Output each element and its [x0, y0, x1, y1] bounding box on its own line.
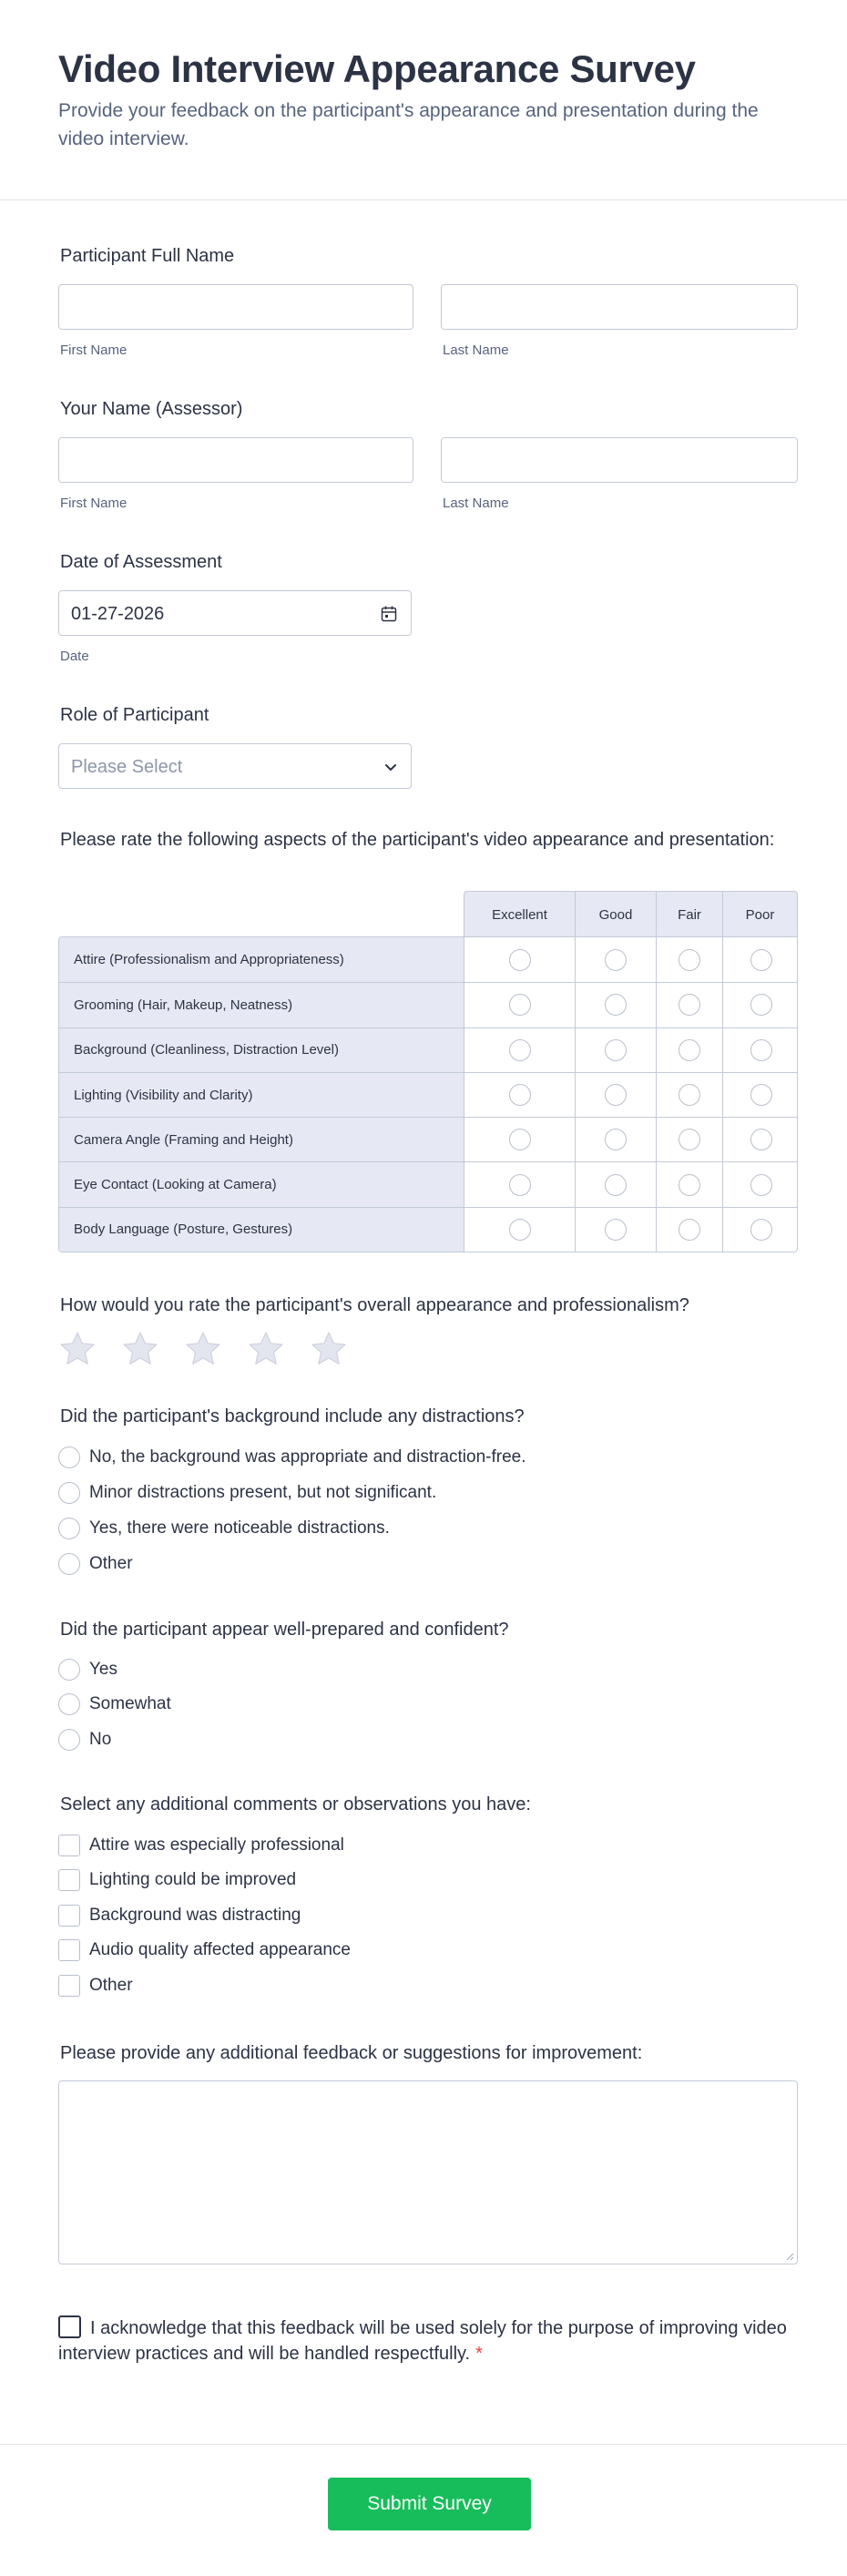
matrix-radio[interactable] — [679, 949, 700, 971]
matrix-row-label: Eye Contact (Looking at Camera) — [59, 1162, 464, 1206]
resize-handle-icon[interactable] — [785, 2252, 794, 2261]
matrix-row — [59, 1161, 797, 1206]
checkbox[interactable] — [58, 1869, 80, 1891]
participant-first-name-input[interactable] — [58, 284, 413, 330]
option-label: Yes — [89, 1660, 117, 1679]
form-footer — [0, 2444, 847, 2576]
role-placeholder: Please Select — [71, 757, 183, 777]
matrix-cell[interactable] — [464, 1162, 575, 1206]
matrix-cell[interactable] — [575, 983, 656, 1027]
matrix-radio[interactable] — [750, 949, 772, 971]
matrix-cell[interactable] — [464, 1073, 575, 1117]
matrix-cell[interactable] — [722, 1028, 798, 1072]
matrix-radio[interactable] — [750, 1129, 772, 1150]
date-input[interactable] — [58, 590, 412, 636]
prepared-option[interactable] — [58, 1657, 117, 1682]
star-icon[interactable] — [121, 1330, 159, 1368]
star-icon[interactable] — [247, 1330, 285, 1368]
prepared-option[interactable] — [58, 1727, 111, 1753]
option-label: Minor distractions present, but not significant. — [89, 1483, 437, 1502]
matrix-cell[interactable] — [575, 1118, 656, 1161]
matrix-row-label: Grooming (Hair, Makeup, Neatness) — [59, 983, 464, 1027]
option-label: No, the background was appropriate and distraction-free. — [89, 1447, 526, 1467]
matrix-cell[interactable] — [575, 937, 656, 982]
comments-option[interactable] — [58, 1903, 301, 1928]
matrix-cell[interactable] — [722, 1208, 798, 1252]
matrix-row — [59, 1207, 797, 1252]
form-title: Video Interview Appearance Survey — [58, 47, 696, 90]
participant-name-label: Participant Full Name — [60, 246, 235, 266]
matrix-cell[interactable] — [722, 1118, 798, 1161]
form-header — [0, 0, 847, 200]
matrix-radio[interactable] — [750, 1084, 772, 1106]
participant-last-name-sublabel: Last Name — [443, 342, 509, 358]
distractions-option[interactable] — [58, 1551, 133, 1577]
star-icon[interactable] — [184, 1330, 222, 1368]
star-icon[interactable] — [58, 1330, 97, 1368]
matrix-radio[interactable] — [679, 1039, 700, 1061]
matrix-radio[interactable] — [509, 1084, 531, 1106]
option-label: Other — [89, 1554, 133, 1573]
date-sublabel: Date — [60, 649, 89, 664]
matrix-cell[interactable] — [656, 1118, 722, 1161]
matrix-cell[interactable] — [575, 1208, 656, 1252]
radio-button[interactable] — [58, 1518, 80, 1539]
checkbox[interactable] — [58, 1835, 80, 1856]
matrix-column-good: Good — [575, 892, 656, 937]
checkbox[interactable] — [58, 1975, 80, 1997]
matrix-cell[interactable] — [464, 937, 575, 982]
matrix-row-label: Attire (Professionalism and Appropriateness) — [59, 937, 464, 982]
distractions-option[interactable] — [58, 1445, 526, 1470]
option-label: Background was distracting — [89, 1906, 301, 1925]
matrix-label: Please rate the following aspects of the participant's video appearance and presentation: — [60, 830, 775, 850]
comments-option[interactable] — [58, 1973, 133, 1998]
radio-button[interactable] — [58, 1446, 80, 1468]
matrix-radio[interactable] — [750, 1219, 772, 1241]
matrix-radio[interactable] — [750, 994, 772, 1016]
participant-first-name-sublabel: First Name — [60, 342, 128, 358]
matrix-radio[interactable] — [605, 994, 627, 1016]
matrix-row — [59, 982, 797, 1027]
submit-button[interactable]: Submit Survey — [328, 2478, 531, 2530]
assessor-last-name-input[interactable] — [441, 437, 798, 483]
star-icon[interactable] — [310, 1330, 348, 1368]
assessor-name-label: Your Name (Assessor) — [60, 399, 243, 419]
matrix-row — [59, 1072, 797, 1117]
matrix-cell[interactable] — [464, 1208, 575, 1252]
matrix-radio[interactable] — [605, 1039, 627, 1061]
prepared-option[interactable] — [58, 1692, 171, 1717]
acknowledgement-text: I acknowledge that this feedback will be used solely for the purpose of improving video interview practices and will be handled respectfully. — [58, 2318, 787, 2364]
option-label: Audio quality affected appearance — [89, 1940, 351, 1959]
matrix-radio[interactable] — [509, 1129, 531, 1150]
option-label: Yes, there were noticeable distractions. — [89, 1518, 390, 1538]
required-mark: * — [475, 2344, 483, 2364]
acknowledgement-checkbox[interactable] — [58, 2315, 81, 2338]
matrix-cell[interactable] — [575, 1073, 656, 1117]
matrix-cell[interactable] — [656, 983, 722, 1027]
matrix-radio[interactable] — [509, 994, 531, 1016]
matrix-cell[interactable] — [656, 1073, 722, 1117]
assessor-first-name-input[interactable] — [58, 437, 413, 483]
option-label: Attire was especially professional — [89, 1835, 344, 1855]
matrix-radio[interactable] — [605, 1129, 627, 1150]
matrix-cell[interactable] — [722, 983, 798, 1027]
date-value: 01-27-2026 — [71, 604, 165, 624]
matrix-header — [464, 891, 798, 936]
matrix-column-excellent: Excellent — [492, 906, 547, 923]
matrix-radio[interactable] — [509, 1174, 531, 1196]
matrix-cell[interactable] — [656, 1208, 722, 1252]
radio-button[interactable] — [58, 1482, 80, 1504]
matrix-row — [59, 1117, 797, 1161]
matrix-radio[interactable] — [605, 949, 627, 971]
role-label: Role of Participant — [60, 705, 209, 725]
checkbox[interactable] — [58, 1905, 80, 1927]
distractions-option[interactable] — [58, 1516, 390, 1541]
option-label: Lighting could be improved — [89, 1870, 297, 1889]
checkbox[interactable] — [58, 1939, 80, 1961]
matrix-row — [59, 937, 797, 982]
chevron-down-icon — [382, 758, 400, 776]
role-select[interactable] — [58, 743, 412, 789]
comments-option[interactable] — [58, 1867, 296, 1893]
assessor-first-name-sublabel: First Name — [60, 496, 128, 511]
matrix-column-poor: Poor — [722, 892, 797, 937]
option-label: Somewhat — [89, 1694, 171, 1713]
matrix-radio[interactable] — [605, 1174, 627, 1196]
radio-button[interactable] — [58, 1693, 80, 1715]
matrix-cell[interactable] — [722, 1162, 798, 1206]
option-label: No — [89, 1730, 112, 1749]
comments-option[interactable] — [58, 1937, 351, 1963]
matrix-radio[interactable] — [679, 1174, 700, 1196]
date-label: Date of Assessment — [60, 552, 222, 572]
matrix-cell[interactable] — [722, 937, 798, 982]
matrix-body — [58, 936, 798, 1252]
prepared-label: Did the participant appear well-prepared and confident? — [60, 1620, 509, 1640]
matrix-radio[interactable] — [750, 1174, 772, 1196]
matrix-row-label: Lighting (Visibility and Clarity) — [59, 1073, 464, 1117]
radio-button[interactable] — [58, 1729, 80, 1751]
matrix-radio[interactable] — [750, 1039, 772, 1061]
matrix-row — [59, 1027, 797, 1072]
comments-label: Select any additional comments or observations you have: — [60, 1794, 531, 1814]
matrix-radio[interactable] — [679, 1129, 700, 1150]
matrix-radio[interactable] — [679, 1219, 700, 1241]
option-label: Other — [89, 1976, 133, 1995]
matrix-row-label: Camera Angle (Framing and Height) — [59, 1118, 464, 1161]
comments-option[interactable] — [58, 1833, 344, 1858]
overall-rating-label: How would you rate the participant's overall appearance and professionalism? — [60, 1295, 689, 1315]
radio-button[interactable] — [58, 1553, 80, 1575]
matrix-cell[interactable] — [575, 1162, 656, 1206]
matrix-row-label: Body Language (Posture, Gestures) — [59, 1208, 464, 1252]
matrix-cell[interactable] — [464, 1028, 575, 1072]
matrix-radio[interactable] — [509, 1219, 531, 1241]
acknowledgement[interactable] — [58, 2315, 798, 2366]
matrix-radio[interactable] — [679, 1084, 700, 1106]
form-description: Provide your feedback on the participant's appearance and presentation during the video interview. — [58, 100, 759, 149]
matrix-radio[interactable] — [509, 1039, 531, 1061]
matrix-radio[interactable] — [605, 1219, 627, 1241]
matrix-cell[interactable] — [575, 1028, 656, 1072]
matrix-cell[interactable] — [722, 1073, 798, 1117]
calendar-icon[interactable] — [380, 605, 398, 623]
feedback-textarea[interactable] — [58, 2080, 798, 2264]
matrix-row-label: Background (Cleanliness, Distraction Level) — [59, 1028, 464, 1072]
radio-button[interactable] — [58, 1659, 80, 1681]
matrix-radio[interactable] — [605, 1084, 627, 1106]
feedback-label: Please provide any additional feedback or suggestions for improvement: — [60, 2043, 643, 2063]
distractions-label: Did the participant's background include any distractions? — [60, 1406, 525, 1426]
matrix-cell[interactable] — [656, 1162, 722, 1206]
matrix-cell[interactable] — [656, 937, 722, 982]
matrix-cell[interactable] — [464, 1118, 575, 1161]
distractions-option[interactable] — [58, 1480, 436, 1506]
assessor-last-name-sublabel: Last Name — [443, 496, 509, 511]
participant-last-name-input[interactable] — [441, 284, 798, 330]
matrix-cell[interactable] — [656, 1028, 722, 1072]
matrix-column-fair: Fair — [656, 892, 722, 937]
matrix-radio[interactable] — [509, 949, 531, 971]
matrix-cell[interactable] — [464, 983, 575, 1027]
matrix-radio[interactable] — [679, 994, 700, 1016]
